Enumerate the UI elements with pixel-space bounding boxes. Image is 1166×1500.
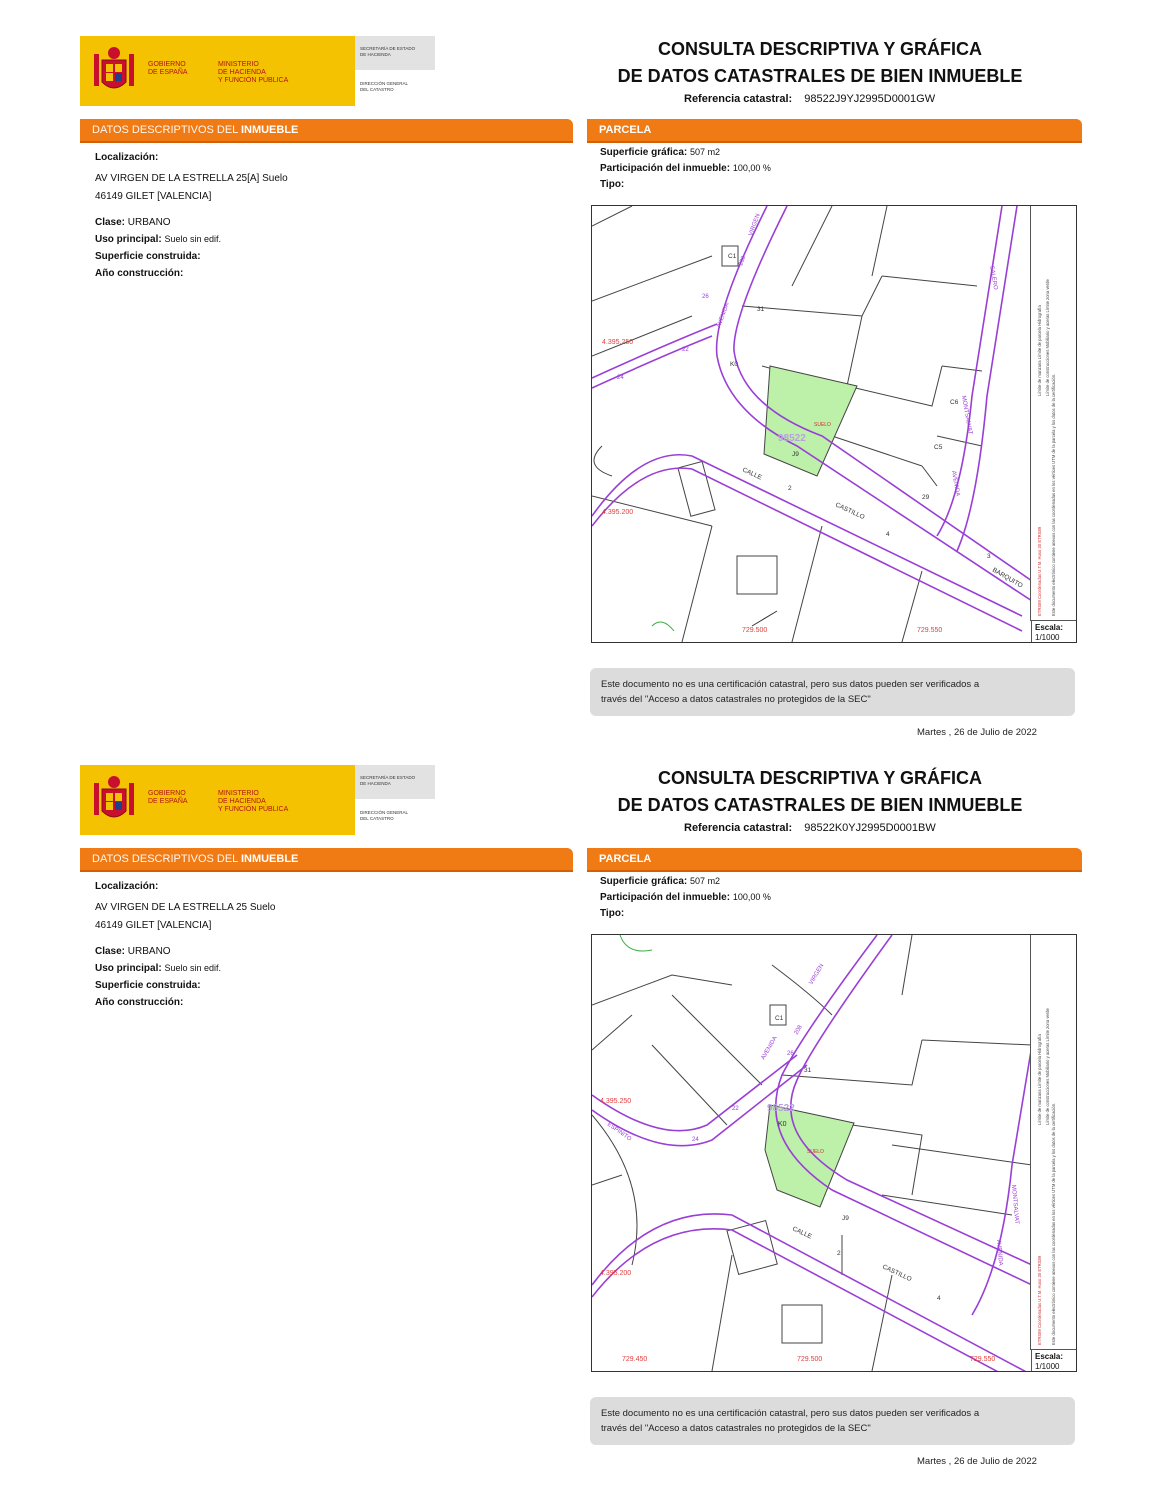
svg-text:CALLE: CALLE bbox=[741, 466, 763, 482]
parcela-bar: PARCELA bbox=[587, 848, 1082, 870]
svg-text:729.550: 729.550 bbox=[917, 627, 943, 634]
svg-text:24: 24 bbox=[692, 1137, 699, 1143]
svg-text:4: 4 bbox=[937, 1295, 941, 1302]
svg-text:K0: K0 bbox=[730, 361, 738, 368]
svg-text:729.450: 729.450 bbox=[622, 1356, 648, 1363]
page-title: CONSULTA DESCRIPTIVA Y GRÁFICA DE DATOS CATASTRALES DE BIEN INMUEBLE bbox=[617, 39, 1023, 86]
datos-descriptivos-bar: DATOS DESCRIPTIVOS DEL INMUEBLE bbox=[80, 119, 573, 141]
map-legend bbox=[1030, 935, 1076, 1350]
svg-text:MONTSALVAT: MONTSALVAT bbox=[960, 395, 973, 436]
svg-text:CALLE: CALLE bbox=[791, 1225, 813, 1241]
svg-text:24: 24 bbox=[617, 375, 624, 381]
catastro-sheet-1: GOBIERNO DE ESPAÑA MINISTERIO DE HACIENDA Y FUNCIÓN PÚBLICA SECRETARÍA DE ESTADO DE HACIENDA DIRECCIÓN GENERAL DEL CATASTRO CONSULTA DESCRIPTIVA Y GRÁFICA DE DATOS CATASTRALES DE BIEN INMUEBLE Referencia catastral: 98522J9YJ2995D0001GW DATOS DESCRIPTIVOS DEL INMUEBLE PARCELA Localización: AV VIRGEN DE LA ESTRELLA 25[A] Suelo 46149 GILET [VALENCIA] Clase: URBANO Uso principal: Suelo sin edif. Superficie construida: Año construcción: Superficie gráfica: 507 m2 Participación del inmueble: 100,00 % Tipo: AVENIDA VIRGEN SALERO MONTSALVAT AVENIDA CALLE CASTILLO BARQUITO 31 K0 C6 C5 29 J9 C1 2 4 3 22 24 26 208 98522 SUELO 4.395.250 4.395.200 729.500 729.550 ETRS89 Coordenadas U.T.M. Huso 30 ETRS89 Este documento electrónico contiene anexos con las coordenadas en los vértices UTM de la parcela y los datos de la certificación. Límite de manzana Límite de parcela Hidrografía Límite de construcciones Mobiliario y aceras Límite zona verde Escala: 1/1000 Este documento no es una certificación catastral, pero sus datos pueden ser verificados a través del "Acceso a datos catastrales no protegidos de la SEC" Martes , 26 de Julio de 2022 bbox=[0, 0, 1166, 730]
map-legend bbox=[1030, 206, 1076, 621]
svg-text:CASTILLO: CASTILLO bbox=[881, 1263, 913, 1284]
svg-text:Este documento electrónico con: Este documento electrónico contiene anexos con las coordenadas en los vértices UTM de la parcela y los datos de la certificación. bbox=[1051, 1102, 1056, 1345]
page-title: CONSULTA DESCRIPTIVA Y GRÁFICA DE DATOS CATASTRALES DE BIEN INMUEBLE bbox=[617, 768, 1023, 815]
svg-text:4.395.250: 4.395.250 bbox=[600, 1098, 632, 1105]
svg-text:SUELO: SUELO bbox=[807, 1149, 824, 1155]
svg-text:208: 208 bbox=[738, 255, 748, 267]
referencia-catastral: Referencia catastral: 98522K0YJ2995D0001BW bbox=[684, 822, 936, 834]
gobierno-logo bbox=[80, 765, 355, 835]
svg-text:Límite de manzana Límite de: Límite de manzana Límite de parcela Hidrografía bbox=[1037, 305, 1042, 396]
svg-text:Límite de construcciones Mob: Límite de construcciones Mobiliario y aceras Límite zona verde bbox=[1045, 279, 1050, 396]
gobierno-text: GOBIERNO DE ESPAÑA bbox=[148, 61, 188, 76]
svg-text:729.500: 729.500 bbox=[742, 627, 768, 634]
direccion-text: DIRECCIÓN GENERAL DEL CATASTRO bbox=[360, 81, 409, 92]
svg-text:BARQUITO: BARQUITO bbox=[991, 566, 1024, 590]
gobierno-text: GOBIERNO DE ESPAÑA bbox=[148, 790, 188, 805]
document-date: Martes , 26 de Julio de 2022 bbox=[917, 727, 1037, 738]
svg-text:SUELO: SUELO bbox=[814, 422, 831, 428]
svg-text:SALERO: SALERO bbox=[988, 265, 999, 291]
coat-of-arms-icon bbox=[92, 773, 136, 827]
referencia-catastral: Referencia catastral: 98522J9YJ2995D0001GW bbox=[684, 93, 936, 105]
secretaria-box: SECRETARÍA DE ESTADO DE HACIENDA bbox=[355, 36, 435, 70]
catastro-sheet-2: GOBIERNO DE ESPAÑA MINISTERIO DE HACIENDA Y FUNCIÓN PÚBLICA SECRETARÍA DE ESTADO DE HACIENDA DIRECCIÓN GENERAL DEL CATASTRO CONSULTA DESCRIPTIVA Y GRÁFICA DE DATOS CATASTRALES DE BIEN INMUEBLE Referencia catastral: 98522K0YJ2995D0001BW DATOS DESCRIPTIVOS DEL INMUEBLE PARCELA Localización: AV VIRGEN DE LA ESTRELLA 25 Suelo 46149 GILET [VALENCIA] Clase: URBANO Uso principal: Suelo sin edif. Superficie construida: Año construcción: Superficie gráfica: 507 m2 Participación del inmueble: 100,00 % Tipo: AVENIDA VIRGEN MONTSALVAT AVENIDA ESPINITO CALLE CASTILLO 31 J9 C1 2 4 22 24 26 208 98522 K0 SUELO 4.395.250 4.395.200 729.450 729.500 729.550 ETRS89 Coordenadas U.T.M. Huso 30 ETRS89 Este documento electrónico contiene anexos con las coordenadas en los vértices UTM de la parcela y los datos de la certificación. Límite de manzana Límite de parcela Hidrografía Límite de construcciones Mobiliario y aceras Límite zona verde Escala: 1/1000 Este documento no es una certificación catastral, pero sus datos pueden ser verificados a través del "Acceso a datos catastrales no protegidos de la SEC" Martes , 26 de Julio de 2022 bbox=[0, 729, 1166, 1459]
svg-text:729.550: 729.550 bbox=[970, 1356, 996, 1363]
svg-text:22: 22 bbox=[682, 347, 689, 353]
ministerio-text: MINISTERIO DE HACIENDA Y FUNCIÓN PÚBLICA bbox=[218, 790, 289, 813]
verification-notice: Este documento no es una certificación catastral, pero sus datos pueden ser verificados a través del "Acceso a datos catastrales no protegidos de la SEC" bbox=[590, 668, 1075, 716]
map-scale: Escala: 1/1000 bbox=[1031, 1349, 1076, 1371]
svg-text:J9: J9 bbox=[842, 1215, 849, 1222]
svg-text:ESPINITO: ESPINITO bbox=[605, 1121, 633, 1143]
svg-text:2: 2 bbox=[837, 1250, 841, 1257]
svg-text:AVENIDA: AVENIDA bbox=[950, 470, 961, 497]
svg-text:26: 26 bbox=[787, 1051, 794, 1057]
ministerio-text: MINISTERIO DE HACIENDA Y FUNCIÓN PÚBLICA bbox=[218, 61, 289, 84]
svg-text:C1: C1 bbox=[775, 1015, 784, 1022]
svg-text:Límite de construcciones Mob: Límite de construcciones Mobiliario y aceras Límite zona verde bbox=[1045, 1008, 1050, 1125]
svg-text:26: 26 bbox=[702, 294, 709, 300]
svg-text:C6: C6 bbox=[950, 399, 959, 406]
svg-text:98522: 98522 bbox=[767, 1103, 795, 1114]
svg-text:VIRGEN: VIRGEN bbox=[748, 213, 762, 237]
svg-text:CASTILLO: CASTILLO bbox=[834, 501, 866, 522]
svg-text:C5: C5 bbox=[934, 444, 943, 451]
svg-text:22: 22 bbox=[732, 1106, 739, 1112]
svg-text:AVENIDA: AVENIDA bbox=[716, 302, 731, 329]
svg-text:VIRGEN: VIRGEN bbox=[808, 963, 826, 986]
svg-text:Este documento electrónico con: Este documento electrónico contiene anexos con las coordenadas en los vértices UTM de la parcela y los datos de la certificación. bbox=[1051, 373, 1056, 616]
svg-text:3: 3 bbox=[987, 553, 991, 560]
coat-of-arms-icon bbox=[92, 44, 136, 98]
map-drawing bbox=[592, 206, 1032, 642]
svg-text:MONTSALVAT: MONTSALVAT bbox=[1010, 1184, 1020, 1225]
cadastral-map bbox=[591, 205, 1077, 643]
svg-text:AVENIDA: AVENIDA bbox=[995, 1239, 1004, 1266]
svg-text:4.395.250: 4.395.250 bbox=[602, 339, 634, 346]
svg-text:208: 208 bbox=[793, 1024, 804, 1036]
svg-text:4.395.200: 4.395.200 bbox=[600, 1270, 632, 1277]
verification-notice: Este documento no es una certificación catastral, pero sus datos pueden ser verificados a través del "Acceso a datos catastrales no protegidos de la SEC" bbox=[590, 1397, 1075, 1445]
svg-text:729.500: 729.500 bbox=[797, 1356, 823, 1363]
parcela-bar: PARCELA bbox=[587, 119, 1082, 141]
secretaria-box: SECRETARÍA DE ESTADO DE HACIENDA bbox=[355, 765, 435, 799]
svg-text:J9: J9 bbox=[792, 451, 799, 458]
svg-text:31: 31 bbox=[757, 306, 765, 313]
map-scale: Escala: 1/1000 bbox=[1031, 620, 1076, 642]
svg-text:ETRS89 Coordenadas U.T.M. Huso: ETRS89 Coordenadas U.T.M. Huso 30 ETRS89 bbox=[1037, 526, 1042, 616]
direccion-text: DIRECCIÓN GENERAL DEL CATASTRO bbox=[360, 810, 409, 821]
svg-text:K0: K0 bbox=[778, 1121, 787, 1128]
svg-text:C1: C1 bbox=[728, 253, 737, 260]
svg-text:31: 31 bbox=[804, 1067, 812, 1074]
map-drawing bbox=[592, 935, 1032, 1371]
svg-text:Límite de manzana Límite de: Límite de manzana Límite de parcela Hidrografía bbox=[1037, 1034, 1042, 1125]
document-date: Martes , 26 de Julio de 2022 bbox=[917, 1456, 1037, 1467]
svg-text:AVENIDA: AVENIDA bbox=[760, 1035, 779, 1061]
svg-text:ETRS89 Coordenadas U.T.M. Huso: ETRS89 Coordenadas U.T.M. Huso 30 ETRS89 bbox=[1037, 1255, 1042, 1345]
svg-text:29: 29 bbox=[922, 494, 930, 501]
svg-text:2: 2 bbox=[788, 485, 792, 492]
gobierno-logo bbox=[80, 36, 355, 106]
cadastral-map bbox=[591, 934, 1077, 1372]
datos-descriptivos-bar: DATOS DESCRIPTIVOS DEL INMUEBLE bbox=[80, 848, 573, 870]
svg-text:4.395.200: 4.395.200 bbox=[602, 509, 634, 516]
svg-text:4: 4 bbox=[886, 531, 890, 538]
svg-text:98522: 98522 bbox=[778, 433, 806, 444]
